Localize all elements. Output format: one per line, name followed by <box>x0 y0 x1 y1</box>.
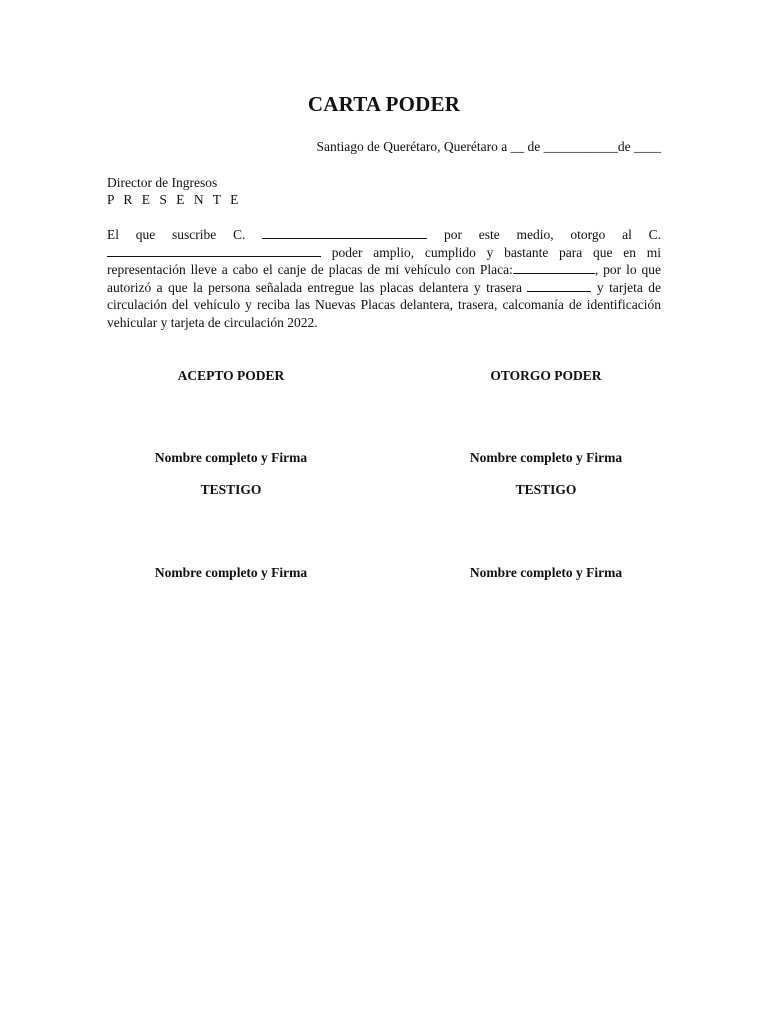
body-paragraph <box>107 226 661 332</box>
addressee-name: Director de Ingresos <box>107 175 218 190</box>
body-text-segment: por este medio, otorgo al C. <box>443 227 661 242</box>
signature-name-label: Nombre completo y Firma <box>154 565 308 580</box>
body-text-segment: El que suscribe C. <box>107 227 246 242</box>
grantee-name-blank <box>107 244 321 257</box>
document-title: CARTA PODER <box>307 92 461 116</box>
signature-name-label: Nombre completo y Firma <box>469 565 623 580</box>
otorgo-poder-heading: OTORGO PODER <box>490 368 602 383</box>
signature-name-label: Nombre completo y Firma <box>154 450 308 465</box>
signature-name-label: Nombre completo y Firma <box>469 450 623 465</box>
witness-heading: TESTIGO <box>200 482 262 497</box>
body-text-segment: poder amplio, cumplido y bastante para que en mi representación lleve a cabo el canje de placas de mi vehículo con Placa: <box>107 244 662 278</box>
addressee-presente: P R E S E N T E <box>107 192 242 207</box>
addressee-block <box>107 174 241 208</box>
body-text-segment: , por lo que autorizó a que la persona señalada entregue las placas delantera y trasera <box>107 262 661 295</box>
grantor-name-blank <box>262 226 427 239</box>
acepto-poder-heading: ACEPTO PODER <box>177 368 285 383</box>
witness-heading: TESTIGO <box>515 482 577 497</box>
place-date-line: Santiago de Querétaro, Querétaro a __ de ___________de ____ <box>316 139 661 154</box>
body-text-segment: y tarjeta de circulación del vehículo y reciba las Nuevas Placas delantera, trasera, calcomanía de identificación vehicular y tarjeta de circulación 2022. <box>107 279 662 330</box>
plate-number-blank <box>513 261 595 274</box>
rear-plate-blank <box>527 279 591 292</box>
